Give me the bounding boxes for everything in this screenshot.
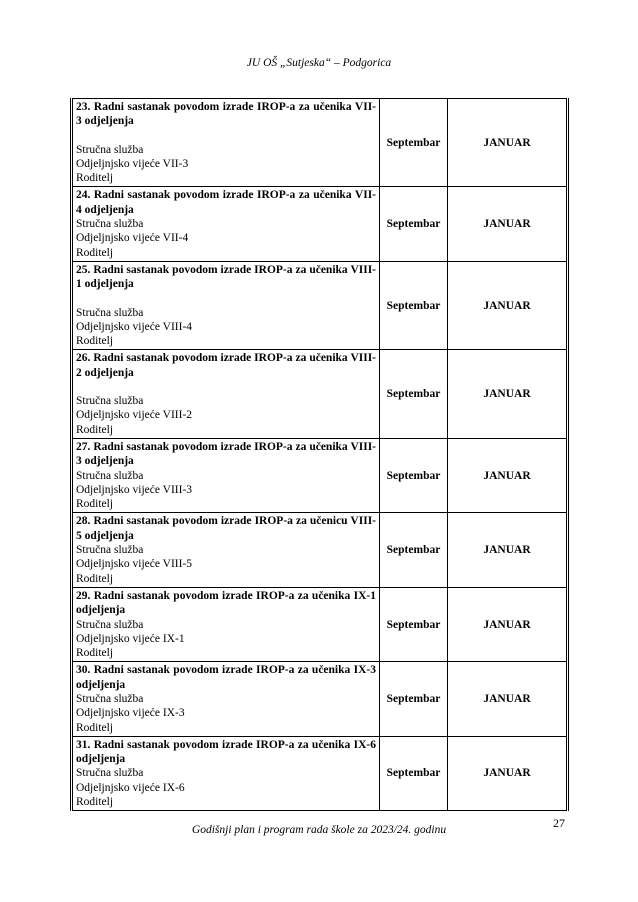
activity-cell (72, 187, 380, 261)
month-cell: Septembar (380, 187, 448, 261)
participant-line: Odjeljnjsko vijeće IX-6 (76, 781, 185, 794)
participant-line: Stručna služba (76, 544, 144, 557)
page-number: 27 (553, 816, 565, 830)
activity-title: 23. Radni sastanak povodom izrade IROP-a za učenika VII-3 odjeljenja (76, 101, 376, 128)
activity-cell (72, 513, 380, 587)
activity-title: 26. Radni sastanak povodom izrade IROP-a za učenika VIII-2 odjeljenja (76, 352, 376, 379)
deadline-cell: JANUAR (448, 99, 568, 187)
participant-line: Stručna služba (76, 767, 144, 780)
deadline-cell: JANUAR (448, 513, 568, 587)
participant-line: Stručna služba (76, 395, 144, 408)
participant-line: Roditelj (76, 647, 114, 660)
participant-line: Odjeljnjsko vijeće IX-1 (76, 632, 185, 645)
activity-title: 31. Radni sastanak povodom izrade IROP-a za učenika IX-6 odjeljenja (76, 738, 376, 766)
participant-line: Odjeljnjsko vijeće VIII-2 (76, 409, 193, 422)
month-cell: Septembar (380, 587, 448, 661)
participant-line: Roditelj (76, 335, 114, 348)
page-header: JU OŠ „Sutjeska“ – Podgorica (246, 57, 392, 69)
participant-line: Stručna služba (76, 469, 144, 482)
deadline-cell: JANUAR (448, 587, 568, 661)
participant-line: Stručna služba (76, 692, 144, 705)
month-cell: Septembar (380, 513, 448, 587)
page-footer: Godišnji plan i program rada škole za 2023/24. godinu (191, 824, 447, 836)
activity-cell (72, 350, 380, 438)
activity-title: 28. Radni sastanak povodom izrade IROP-a za učenicu VIII-5 odjeljenja (76, 515, 376, 542)
activity-table (70, 98, 569, 811)
activity-table-body (72, 99, 568, 811)
participant-line: Odjeljnjsko vijeće VIII-4 (76, 320, 193, 333)
activity-title: 25. Radni sastanak povodom izrade IROP-a za učenika VIII-1 odjeljenja (76, 263, 376, 291)
participant-line: Stručna služba (76, 143, 144, 156)
participant-line: Stručna služba (76, 306, 144, 319)
activity-title: 24. Radni sastanak povodom izrade IROP-a za učenika VII-4 odjeljenja (76, 189, 376, 216)
table-row (72, 513, 568, 587)
deadline-cell: JANUAR (448, 662, 568, 736)
participant-line: Roditelj (76, 721, 114, 734)
deadline-cell: JANUAR (448, 438, 568, 512)
participant-line: Odjeljnjsko vijeće VII-3 (76, 157, 189, 170)
month-cell: Septembar (380, 99, 448, 187)
participant-line: Stručna služba (76, 218, 144, 231)
table-row (72, 350, 568, 438)
participant-line: Odjeljnjsko vijeće VIII-3 (76, 483, 193, 496)
deadline-cell: JANUAR (448, 261, 568, 349)
table-row (72, 438, 568, 512)
spacer (76, 292, 376, 306)
participant-line: Roditelj (76, 572, 114, 585)
month-cell: Septembar (380, 261, 448, 349)
activity-cell (72, 261, 380, 349)
participant-line: Roditelj (76, 796, 114, 809)
table-row (72, 99, 568, 187)
participant-line: Roditelj (76, 498, 114, 511)
activity-cell (72, 99, 380, 187)
table-row (72, 662, 568, 736)
table-row (72, 587, 568, 661)
activity-cell (72, 736, 380, 810)
month-cell: Septembar (380, 736, 448, 810)
activity-title: 30. Radni sastanak povodom izrade IROP-a za učenika IX-3 odjeljenja (76, 664, 376, 691)
deadline-cell: JANUAR (448, 736, 568, 810)
activity-title: 27. Radni sastanak povodom izrade IROP-a za učenika VIII-3 odjeljenja (76, 440, 376, 468)
month-cell: Septembar (380, 350, 448, 438)
participant-line: Stručna služba (76, 618, 144, 631)
month-cell: Septembar (380, 662, 448, 736)
participant-line: Odjeljnjsko vijeće VIII-5 (76, 558, 193, 571)
table-row (72, 261, 568, 349)
participant-line: Roditelj (76, 172, 114, 185)
deadline-cell: JANUAR (448, 350, 568, 438)
month-cell: Septembar (380, 438, 448, 512)
activity-cell (72, 662, 380, 736)
table-row (72, 736, 568, 810)
participant-line: Roditelj (76, 423, 114, 436)
activity-cell (72, 438, 380, 512)
participant-line: Odjeljnjsko vijeće VII-4 (76, 232, 189, 245)
participant-line: Roditelj (76, 246, 114, 259)
spacer (76, 129, 376, 143)
spacer (76, 380, 376, 394)
deadline-cell: JANUAR (448, 187, 568, 261)
table-row (72, 187, 568, 261)
activity-cell (72, 587, 380, 661)
participant-line: Odjeljnjsko vijeće IX-3 (76, 707, 185, 720)
activity-title: 29. Radni sastanak povodom izrade IROP-a za učenika IX-1 odjeljenja (76, 589, 376, 617)
